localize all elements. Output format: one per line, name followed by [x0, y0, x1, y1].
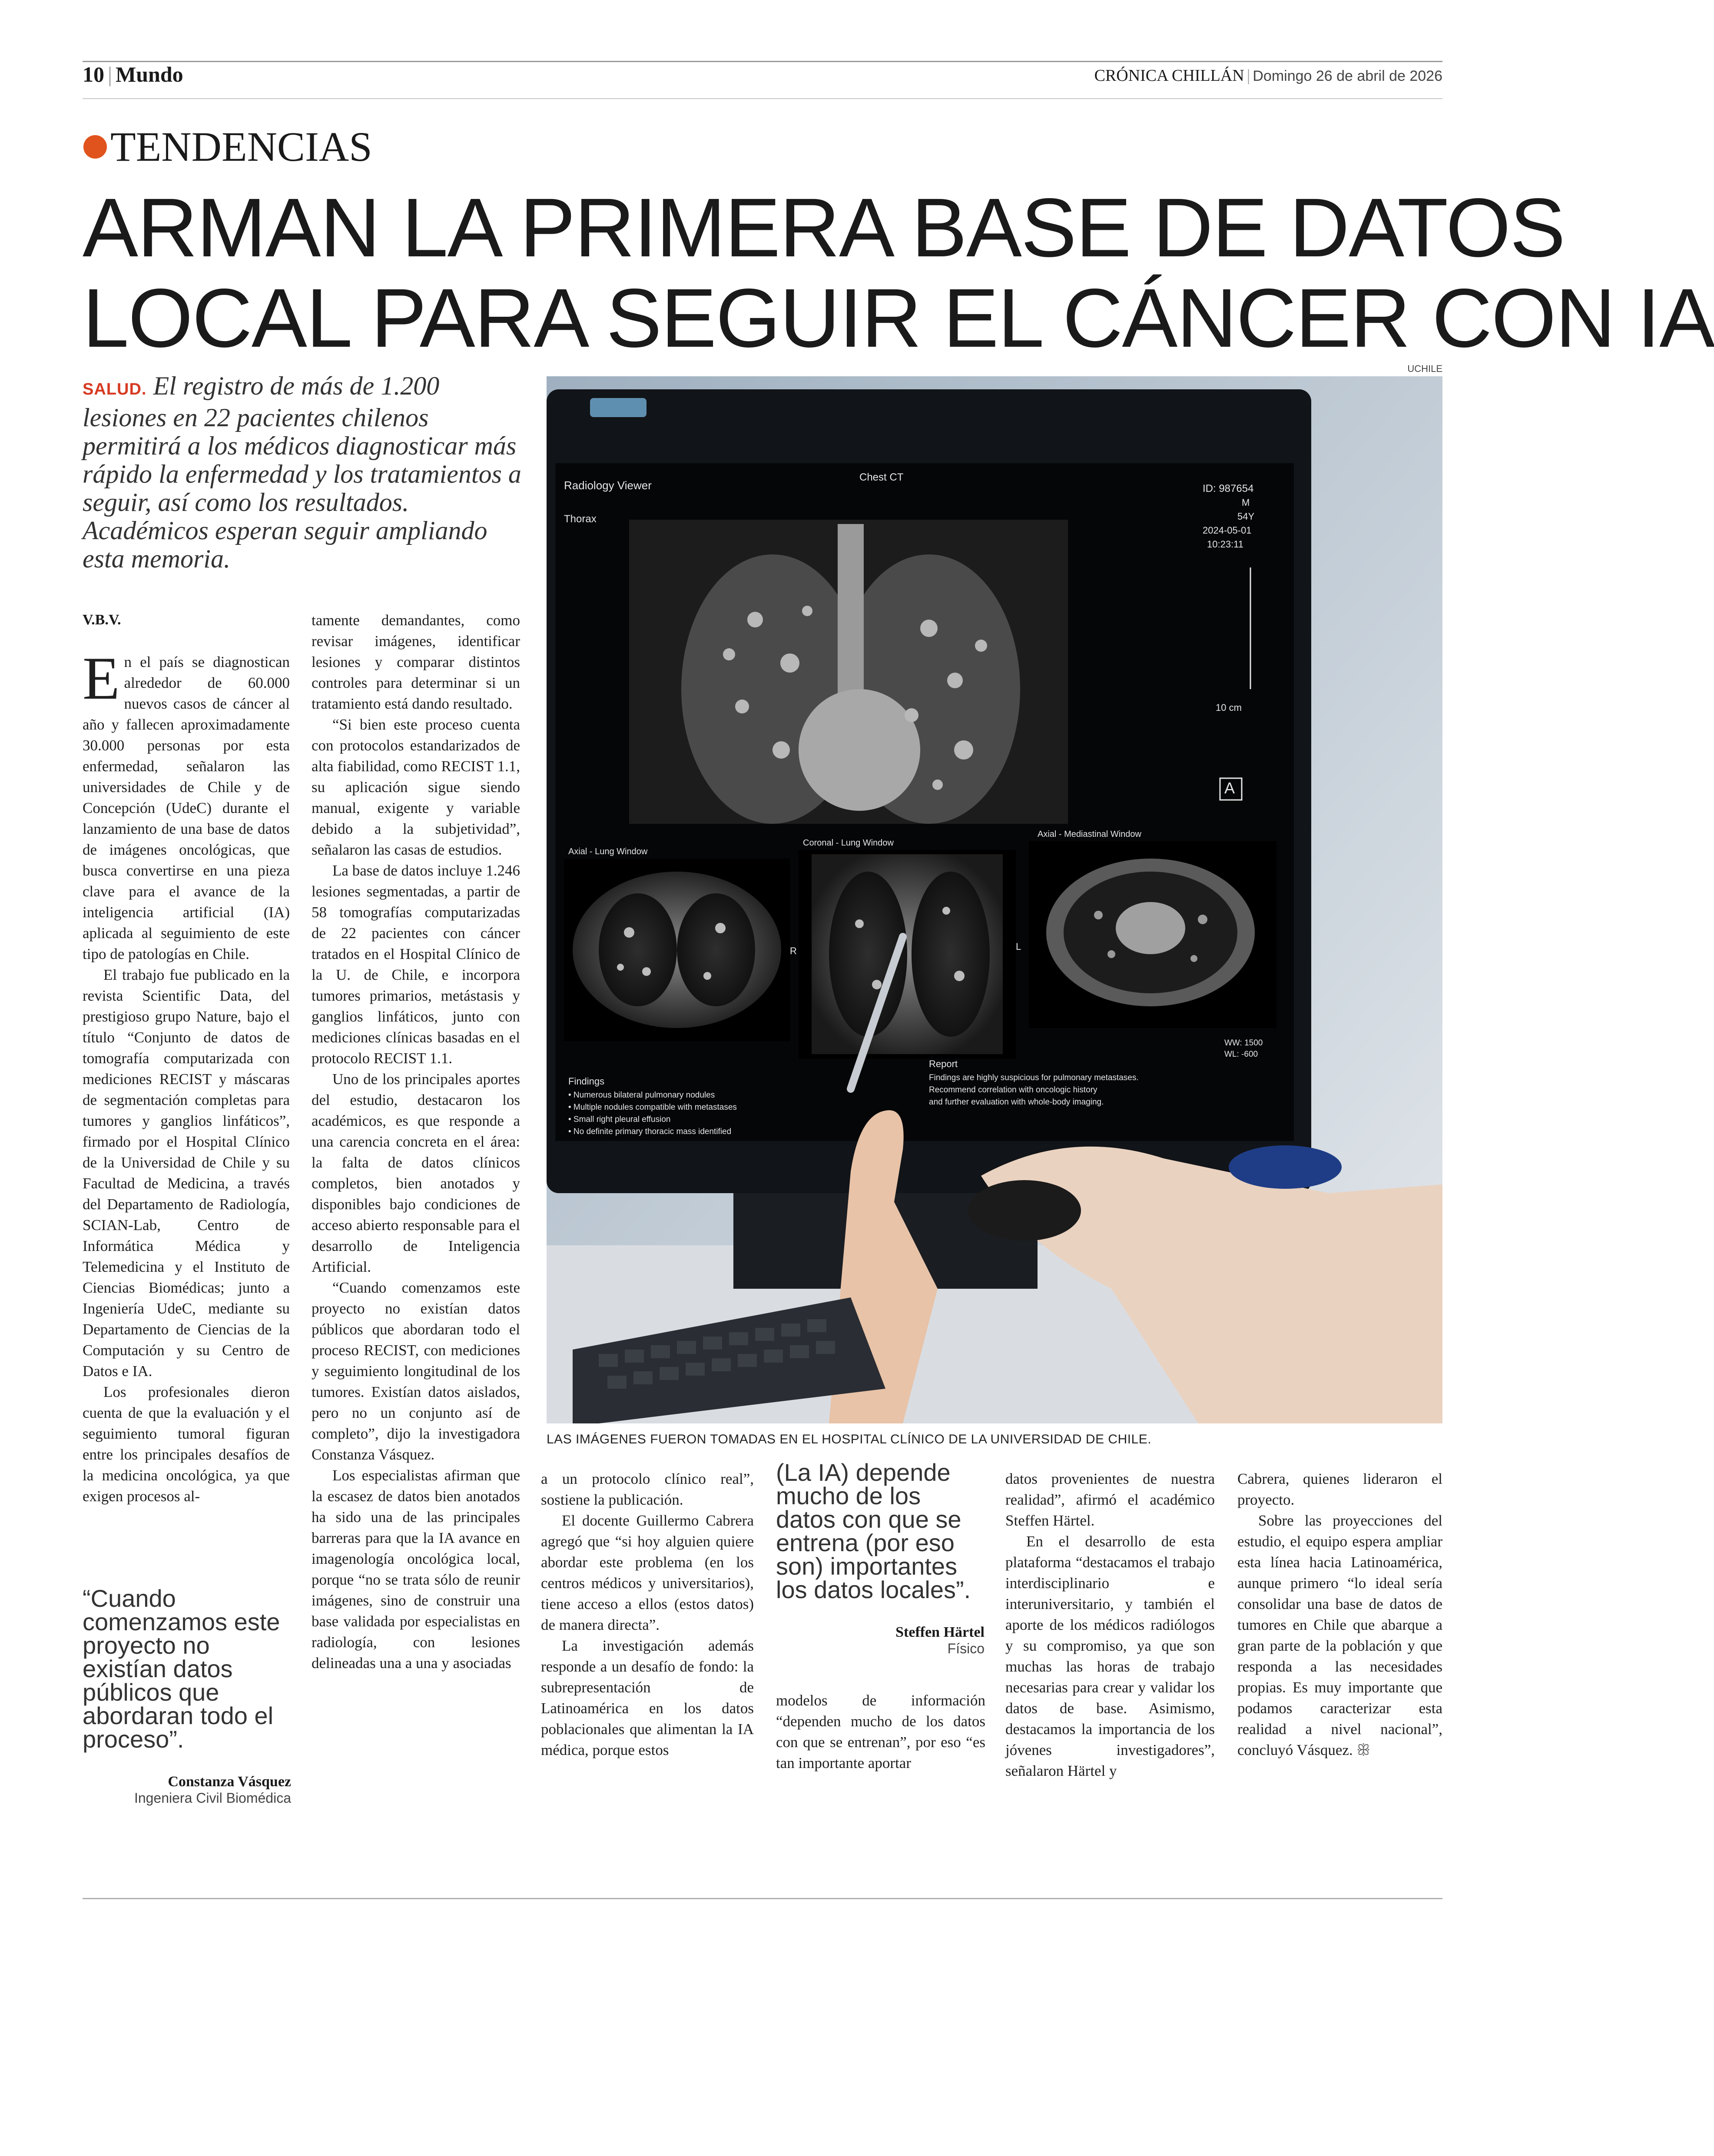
finding-1: • Numerous bilateral pulmonary nodules — [568, 1091, 715, 1100]
body-column-4 — [776, 1690, 985, 1774]
report-title: Report — [929, 1058, 958, 1069]
body-column-1 — [83, 645, 290, 1507]
paragraph-text: Sobre las proyecciones del estudio, el equipo espera ampliar esta línea hacia Latinoamérica, aunque primero “lo ideal sería consolidar una base de datos de tumores en Chile que abarque a gran parte de la población y que responda a las necesidades propias. Es muy importante que podamos caracterizar esta realidad a nivel nacional”, concluyó Vásquez. — [1237, 1512, 1442, 1758]
paragraph: Cabrera, quienes lideraron el proyecto. — [1237, 1470, 1442, 1508]
body-column-6 — [1237, 1469, 1442, 1761]
pull-quote-1 — [83, 1587, 291, 1806]
mouse — [968, 1180, 1081, 1241]
pull-quote-2 — [776, 1461, 985, 1657]
byline: V.B.V. — [83, 612, 121, 628]
headline — [83, 181, 1714, 365]
window-level: WL: -600 — [1224, 1050, 1258, 1059]
paragraph — [83, 645, 290, 965]
pull-quote-text: “Cuando comenzamos este proyecto no existían datos públicos que abordaran todo el proceso”. — [83, 1585, 280, 1753]
kicker-label: TENDENCIAS — [110, 123, 372, 170]
paragraph: Los profesionales dieron cuenta de que la evaluación y el seguimiento tumoral figuran entre los principales desafíos de la medicina oncológica, ya que exigen procesos al- — [83, 1383, 290, 1505]
headline-line-2: LOCAL PARA SEGUIR EL CÁNCER CON IA — [83, 271, 1714, 365]
section-name: Mundo — [116, 62, 183, 86]
top-rule — [83, 61, 1442, 62]
panel-axial-mediastinal-label: Axial - Mediastinal Window — [1038, 829, 1141, 839]
paragraph: La base de datos incluye 1.246 lesiones segmentadas, a partir de 58 tomografías computarizadas de 22 pacientes con cáncer tratados en el Hospital Clínico de la U. de Chile, e incorpora tumores primarios, metástasis y ganglios linfáticos, junto con mediciones clínicas basadas en el protocolo RECIST 1.1. — [312, 862, 520, 1067]
patient-age: 54Y — [1237, 511, 1255, 522]
paragraph-text: n el país se diagnostican alrededor de 60.000 nuevos casos de cáncer al año y fallecen aproximadamente 30.000 personas por esta enfermedad, señalaron las universidades de Chile y de Concepción (UdeC) durante el lanzamiento de una base de datos de imágenes oncológicas, que busca convertirse en una pieza clave para el avance de la inteligencia artificial (IA) aplicada al seguimiento de este tipo de patologías en Chile. — [83, 653, 290, 962]
pull-quote-role: Físico — [947, 1641, 985, 1656]
end-mark-icon: ꕥ — [1356, 1742, 1370, 1758]
speaker — [1229, 1145, 1342, 1189]
paragraph: datos provenientes de nuestra realidad”, afirmó el académico Steffen Härtel. — [1005, 1470, 1215, 1529]
paragraph: “Si bien este proceso cuenta con protocolos estandarizados de alta fiabilidad, como RECIST 1.1, su aplicación sigue siendo manual, exigente y variable debido a la subjetividad”, señalaron las casas de estudios. — [312, 716, 520, 858]
lead-text: El registro de más de 1.200 lesiones en 22 pacientes chilenos permitirá a los médicos diagnosticar más rápido la enfermedad y los tratamientos a seguir, así como los resultados. Académicos esperan seguir ampliando esta memoria. — [83, 371, 521, 573]
panel-axial-lung-label: Axial - Lung Window — [568, 847, 648, 856]
paragraph: tamente demandantes, como revisar imágenes, identificar lesiones y comparar distintos controles para determinar si un tratamiento está dando resultado. — [312, 612, 520, 712]
body-column-3 — [541, 1469, 754, 1761]
paragraph: modelos de información “dependen mucho de los datos con que se entrenan”, por eso “es tan importante aportar — [776, 1692, 985, 1771]
paragraph: Los especialistas afirman que la escasez de datos bien anotados ha sido una de las principales barreras para que la IA avance en imagenología oncológica local, porque “no se trata sólo de reunir imágenes, sino de construir una base validada por especialistas en radiología, con lesiones delineadas una a una y asociadas — [312, 1467, 520, 1672]
page-number: 10 — [83, 62, 104, 86]
photo-caption: LAS IMÁGENES FUERON TOMADAS EN EL HOSPITAL CLÍNICO DE LA UNIVERSIDAD DE CHILE. — [547, 1432, 1152, 1446]
report-line-3: and further evaluation with whole-body imaging. — [929, 1098, 1104, 1107]
finding-2: • Multiple nodules compatible with metastases — [568, 1103, 737, 1112]
finding-4: • No definite primary thoracic mass identified — [568, 1127, 732, 1136]
report-line-2: Recommend correlation with oncologic history — [929, 1085, 1097, 1095]
page-header-right: CRÓNICA CHILLÁN | Domingo 26 de abril de 2026 — [1094, 66, 1442, 85]
paragraph: “Cuando comenzamos este proyecto no existían datos públicos que abordaran todo el proceso RECIST, con mediciones y seguimiento longitudinal de los tumores. Existían datos aislados, pero no un conjunto así de completo”, dijo la investigadora Constanza Vásquez. — [312, 1279, 520, 1463]
headline-line-1: ARMAN LA PRIMERA BASE DE DATOS — [83, 181, 1565, 274]
study-time: 10:23:11 — [1207, 539, 1244, 550]
photo-illustration — [547, 376, 1442, 1423]
kicker — [83, 123, 372, 171]
pull-quote-author: Constanza Vásquez — [168, 1774, 291, 1790]
bottom-rule — [83, 1898, 1442, 1899]
page-header-left: 10 | Mundo — [83, 62, 183, 86]
scale-label: 10 cm — [1216, 702, 1242, 713]
paragraph: El trabajo fue publicado en la revista Scientific Data, del prestigioso grupo Nature, bajo el título “Conjunto de datos de tomografía computarizada con mediciones RECIST y máscaras de segmentación completas para tumores y ganglios linfáticos”, firmado por el Hospital Clínico de la Universidad de Chile y su Facultad de Medicina, a través del Departamento de Radiología, SCIAN-Lab, Centro de Informática Médica y Telemedicina y el Instituto de Ciencias Biomédicas; junto a Ingeniería UdeC, mediante su Departamento de Ciencias de la Computación y su Centro de Datos e IA. — [83, 966, 290, 1380]
marker-l-coronal: L — [1016, 941, 1021, 952]
drop-cap: E — [83, 645, 120, 712]
body-column-5 — [1005, 1469, 1215, 1781]
pull-quote-role: Ingeniera Civil Biomédica — [134, 1790, 291, 1806]
publication-date: Domingo 26 de abril de 2026 — [1253, 68, 1442, 84]
photo-credit: UCHILE — [1407, 363, 1442, 374]
paragraph: a un protocolo clínico real”, sostiene la publicación. — [541, 1470, 754, 1508]
findings-title: Findings — [568, 1076, 605, 1087]
viewer-app-title: Radiology Viewer — [564, 479, 652, 492]
window-width: WW: 1500 — [1224, 1038, 1263, 1048]
view-label-a: A — [1224, 779, 1235, 797]
lead-paragraph — [83, 372, 521, 573]
viewer-region: Thorax — [564, 513, 597, 525]
pull-quote-text: (La IA) depende mucho de los datos con que se entrena (por eso son) importantes los datos locales”. — [776, 1459, 971, 1603]
viewer-study: Chest CT — [859, 471, 904, 483]
publication-name: CRÓNICA CHILLÁN — [1094, 66, 1244, 85]
panel-coronal-lung-label: Coronal - Lung Window — [803, 838, 894, 848]
header-bottom-rule — [83, 98, 1442, 99]
paragraph — [1237, 1510, 1442, 1761]
patient-id: ID: 987654 — [1203, 483, 1254, 494]
patient-sex: M — [1242, 497, 1250, 508]
body-column-2 — [312, 610, 520, 1674]
bullet-dot-icon — [83, 135, 107, 159]
paragraph: Uno de los principales aportes del estudio, destacaron los académicos, es que responde a una carencia concreta en el área: la falta de datos clínicos completos, bien anotados y disponibles bajo condiciones de acceso abierto responsable para el desarrollo de Inteligencia Artificial. — [312, 1071, 520, 1275]
pull-quote-author: Steffen Härtel — [895, 1624, 985, 1640]
paragraph: La investigación además responde a un desafío de fondo: la subrepresentación de Latinoamérica en los datos poblacionales que alimentan la IA médica, porque estos — [541, 1637, 754, 1758]
lead-tag: SALUD. — [83, 380, 147, 398]
marker-r-coronal: R — [790, 945, 797, 956]
paragraph: En el desarrollo de esta plataforma “destacamos el trabajo interdisciplinario e interuniversitario, y también el aporte de los médicos radiólogos y su compromiso, ya que son muchas las horas de trabajo necesarias para crear y validar los datos de base. Asimismo, destacamos la importancia de los jóvenes investigadores”, señalaron Härtel y — [1005, 1533, 1215, 1779]
paragraph: El docente Guillermo Cabrera agregó que “si hoy alguien quiere abordar este problema (en los centros médicos y universitarios), tiene acceso a ellos (estos datos) de manera directa”. — [541, 1512, 754, 1633]
main-photo — [547, 376, 1442, 1423]
finding-3: • Small right pleural effusion — [568, 1115, 671, 1124]
study-date: 2024-05-01 — [1203, 525, 1252, 536]
report-line-1: Findings are highly suspicious for pulmonary metastases. — [929, 1073, 1139, 1082]
